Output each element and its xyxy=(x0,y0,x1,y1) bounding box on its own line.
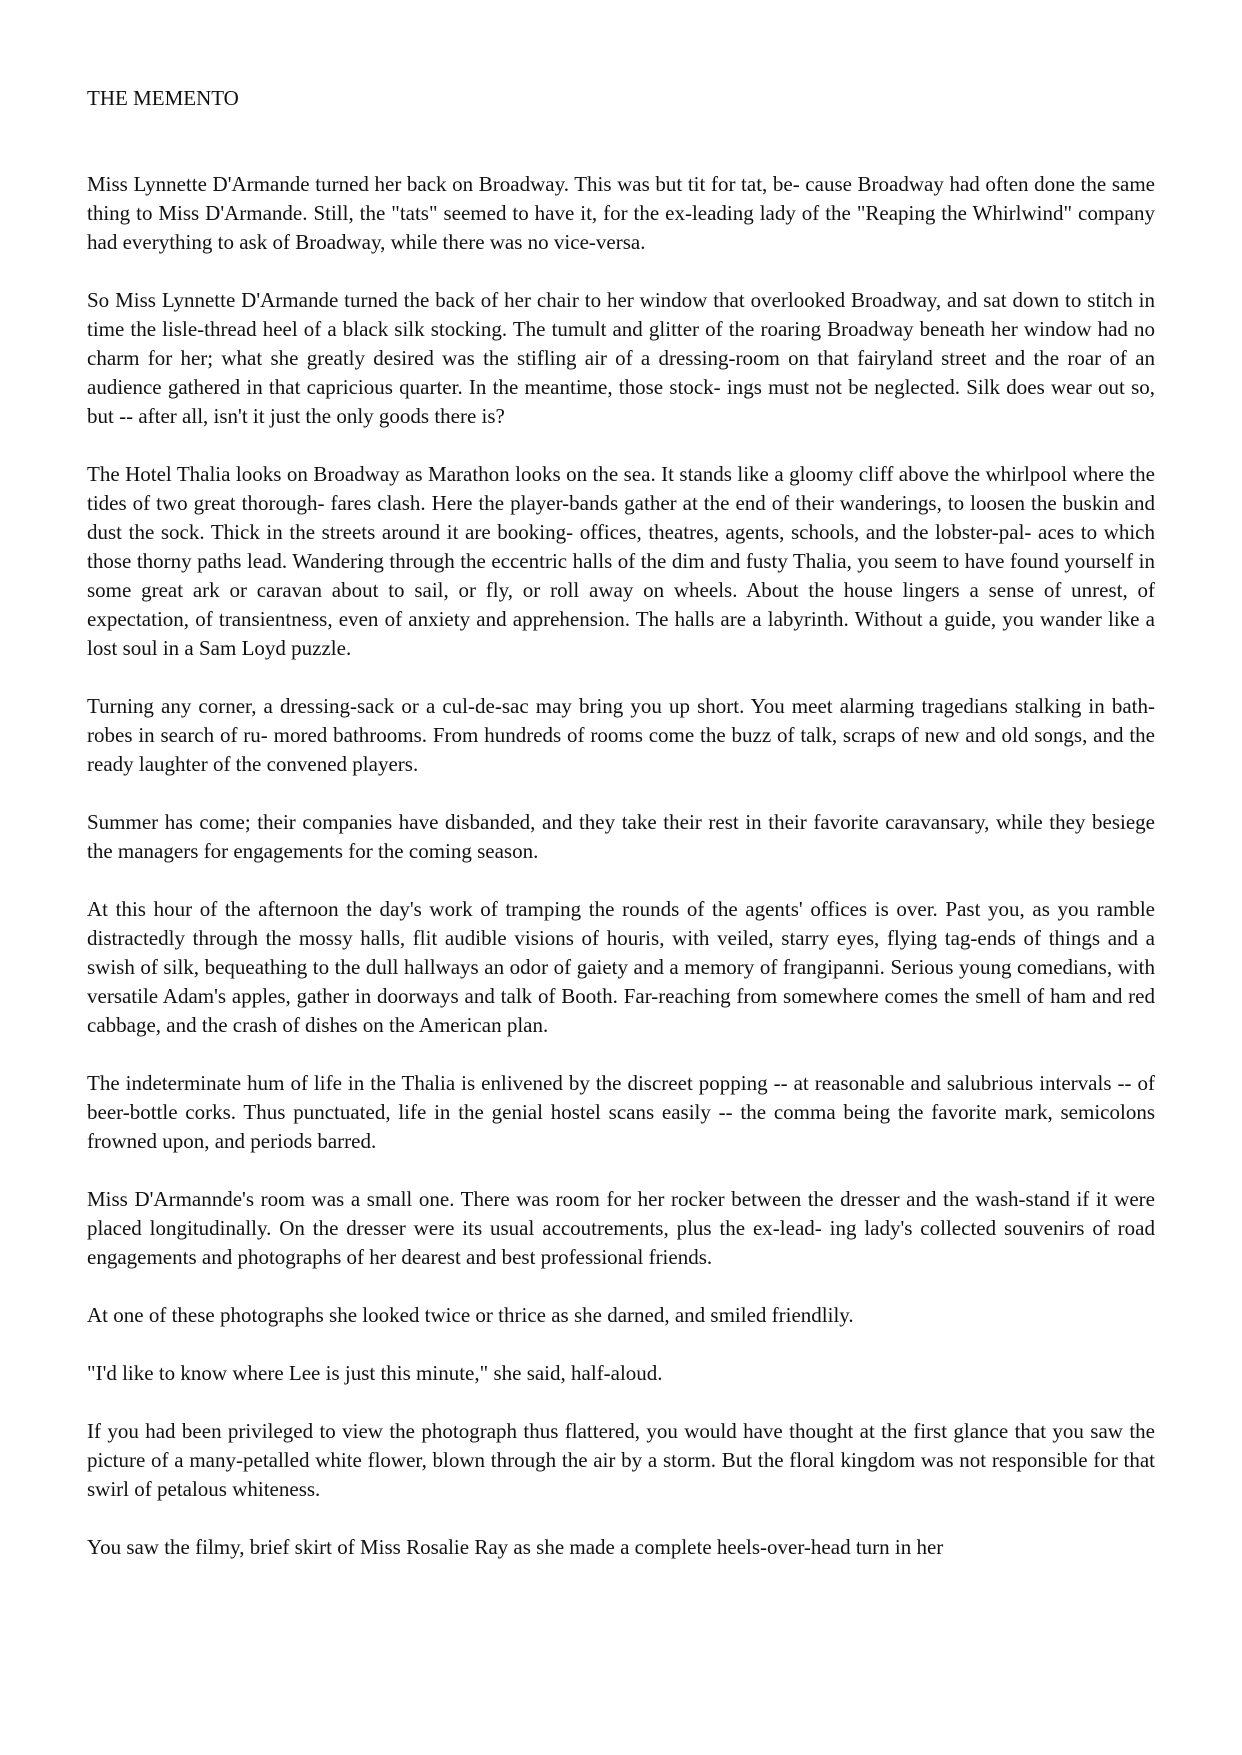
paragraph: The Hotel Thalia looks on Broadway as Marathon looks on the sea. It stands like a gloomy cliff above the whirlpool where the tides of two great thorough- fares clash. Here the player-bands gather at the end of their wanderings, to loosen the buskin and dust the sock. Thick in the streets around it are booking- offices, theatres, agents, schools, and the lobster-pal- aces to which those thorny paths lead. Wandering through the eccentric halls of the dim and fusty Thalia, you seem to have found yourself in some great ark or caravan about to sail, or fly, or roll away on wheels. About the house lingers a sense of unrest, of expectation, of transientness, even of anxiety and apprehension. The halls are a labyrinth. Without a guide, you wander like a lost soul in a Sam Loyd puzzle. xyxy=(87,462,1155,660)
paragraph: "I'd like to know where Lee is just this minute," she said, half-aloud. xyxy=(87,1361,663,1385)
paragraph: At this hour of the afternoon the day's work of tramping the rounds of the agents' offices is over. Past you, as you ramble distractedly through the mossy halls, flit audible visions of houris, with veiled, starry eyes, flying tag-ends of things and a swish of silk, bequeathing to the dull hallways an odor of gaiety and a memory of frangipanni. Serious young comedians, with versatile Adam's apples, gather in doorways and talk of Booth. Far-reaching from somewhere comes the smell of ham and red cabbage, and the crash of dishes on the American plan. xyxy=(87,897,1155,1037)
paragraph: So Miss Lynnette D'Armande turned the back of her chair to her window that overlooked Broadway, and sat down to stitch in time the lisle-thread heel of a black silk stocking. The tumult and glitter of the roaring Broadway beneath her window had no charm for her; what she greatly desired was the stifling air of a dressing-room on that fairyland street and the roar of an audience gathered in that capricious quarter. In the meantime, those stock- ings must not be neglected. Silk does wear out so, but -- after all, isn't it just the only goods there is? xyxy=(87,288,1155,428)
paragraph-continued: You saw the filmy, brief skirt of Miss Rosalie Ray as she made a complete heels-over-head turn in her xyxy=(87,1535,944,1559)
paragraph: Miss D'Armannde's room was a small one. There was room for her rocker between the dresser and the wash-stand if it were placed longitudinally. On the dresser were its usual accoutrements, plus the ex-lead- ing lady's collected souvenirs of road engagements and photographs of her dearest and best professional friends. xyxy=(87,1187,1155,1269)
paragraph: Turning any corner, a dressing-sack or a cul-de-sac may bring you up short. You meet alarming tragedians stalking in bath-robes in search of ru- mored bathrooms. From hundreds of rooms come the buzz of talk, scraps of new and old songs, and the ready laughter of the convened players. xyxy=(87,694,1155,776)
document-title: THE MEMENTO xyxy=(87,86,239,110)
paragraph: If you had been privileged to view the photograph thus flattered, you would have thought at the first glance that you saw the picture of a many-petalled white flower, blown through the air by a storm. But the floral kingdom was not responsible for that swirl of petalous whiteness. xyxy=(87,1419,1155,1501)
paragraph: The indeterminate hum of life in the Thalia is enlivened by the discreet popping -- at reasonable and salubrious intervals -- of beer-bottle corks. Thus punctuated, life in the genial hostel scans easily -- the comma being the favorite mark, semicolons frowned upon, and periods barred. xyxy=(87,1071,1155,1153)
document-page xyxy=(87,84,1155,1591)
paragraph: Miss Lynnette D'Armande turned her back on Broadway. This was but tit for tat, be- cause Broadway had often done the same thing to Miss D'Armande. Still, the "tats" seemed to have it, for the ex-leading lady of the "Reaping the Whirlwind" company had everything to ask of Broadway, while there was no vice-versa. xyxy=(87,172,1155,254)
paragraph: Summer has come; their companies have disbanded, and they take their rest in their favorite caravansary, while they besiege the managers for engagements for the coming season. xyxy=(87,810,1155,863)
paragraph: At one of these photographs she looked twice or thrice as she darned, and smiled friendlily. xyxy=(87,1303,854,1327)
